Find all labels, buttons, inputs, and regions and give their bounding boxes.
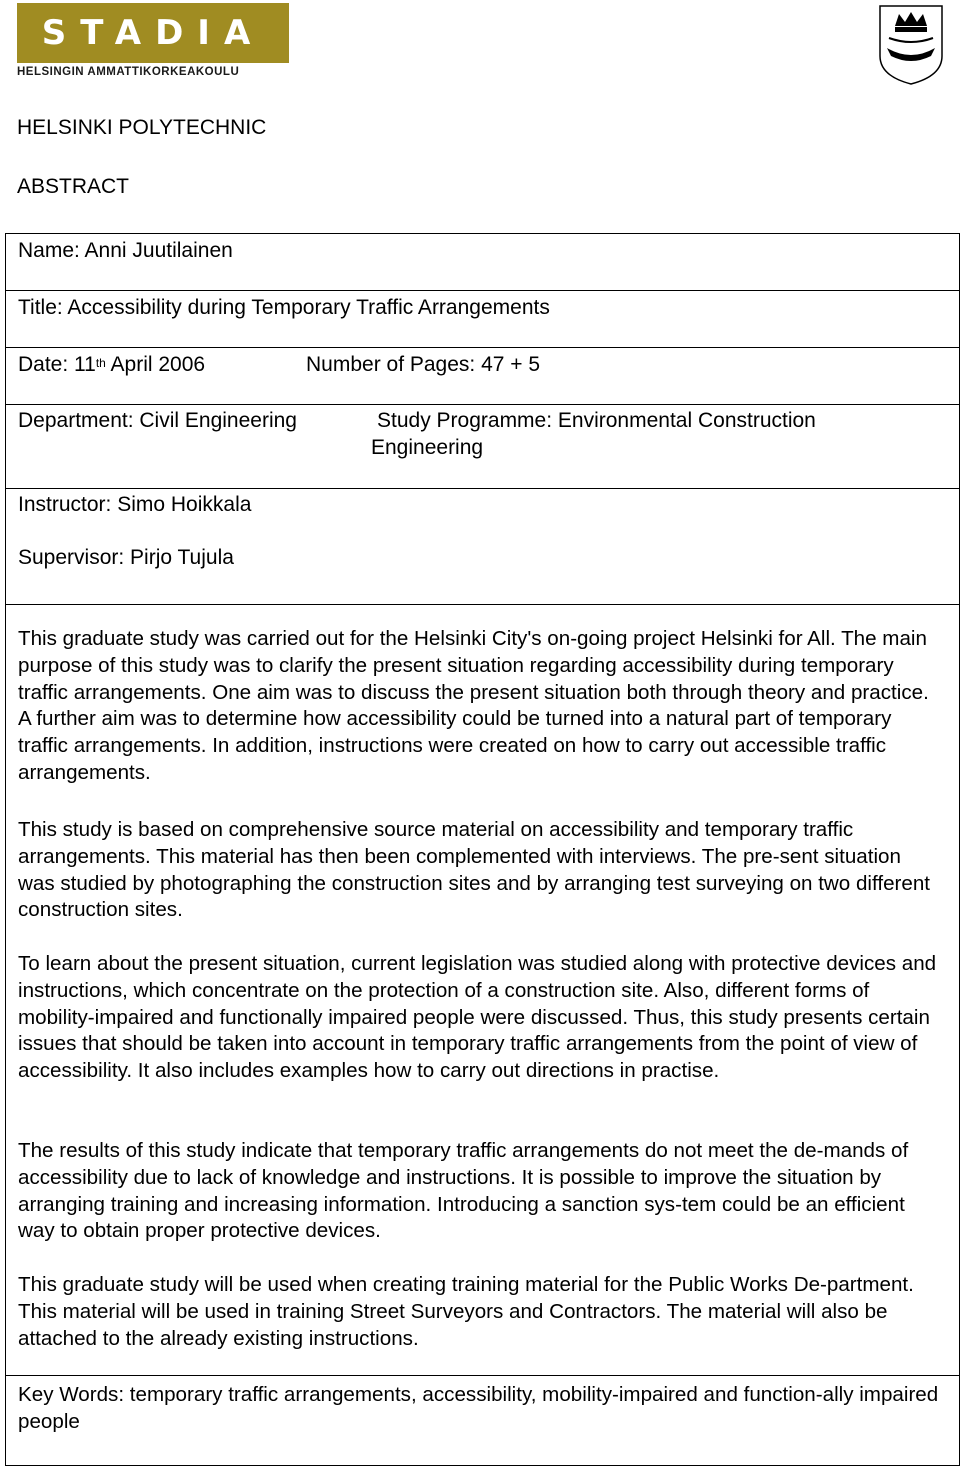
document-type: ABSTRACT	[17, 175, 130, 198]
divider	[6, 347, 959, 348]
abstract-paragraph-5: This graduate study will be used when creating training material for the Public Works De-partment. This material will be used in training Street Surveyors and Contractors. The material will also be attached to the already existing instructions.	[18, 1273, 914, 1350]
divider	[6, 290, 959, 291]
divider	[6, 404, 959, 405]
abstract-paragraph-3: To learn about the present situation, current legislation was studied along with protective devices and instructions, which concentrate on the protection of a construction site. Also, different forms of mobility-impaired and functionally impaired people were discussed. Thus, this study presents certain issues that should be taken into account in temporary traffic arrangements from the point of view of accessibility. It also includes examples how to carry out directions in practise.	[18, 952, 937, 1083]
stadia-logo	[17, 3, 289, 89]
abstract-form	[5, 233, 960, 1466]
abstract-paragraph-1: This graduate study was carried out for the Helsinki City's on-going project Helsinki for All. The main purpose of this study was to clarify the present situation regarding accessibility during temporary traffic arrangements. One aim was to discuss the present situation both through theory and practice. A further aim was to determine how accessibility could be turned into a natural part of temporary traffic arrangements. In addition, instructions were created on how to carry out accessible traffic arrangements.	[18, 627, 929, 784]
abstract-paragraph-4: The results of this study indicate that temporary traffic arrangements do not meet the de-mands of accessibility due to lack of knowledge and instructions. It is possible to improve the situation by arranging training and increasing information. Introducing a sanction sys-tem could be an efficient way to obtain proper protective devices.	[18, 1139, 909, 1243]
helsinki-coat-of-arms-icon	[877, 4, 945, 86]
divider	[6, 488, 959, 489]
divider	[6, 604, 959, 605]
logo-subtitle: HELSINGIN AMMATTIKORKEAKOULU	[17, 66, 240, 78]
divider	[6, 1375, 959, 1376]
logo-title: STADIA	[17, 3, 289, 63]
abstract-paragraph-2: This study is based on comprehensive source material on accessibility and temporary traffic arrangements. This material has then been complemented with interviews. The pre-sent situation was studied by photographing the construction sites and by arranging test surveying on two different construction sites.	[18, 818, 931, 922]
programme-line-1: Study Programme: Environmental Construction	[377, 409, 816, 432]
page-count: Number of Pages: 47 + 5	[306, 353, 541, 376]
supervisor-field: Supervisor: Pirjo Tujula	[18, 546, 234, 569]
institution-name: HELSINKI POLYTECHNIC	[17, 116, 267, 139]
instructor-field: Instructor: Simo Hoikkala	[18, 493, 252, 516]
programme-line-2: Engineering	[371, 436, 484, 459]
department-field: Department: Civil Engineering	[18, 409, 297, 432]
keywords: Key Words: temporary traffic arrangements, accessibility, mobility-impaired and function-ally impaired people	[18, 1383, 939, 1433]
author-name: Name: Anni Juutilainen	[18, 239, 233, 262]
thesis-title: Title: Accessibility during Temporary Traffic Arrangements	[18, 296, 550, 319]
date-field: Date: 11th April 2006	[18, 353, 206, 376]
